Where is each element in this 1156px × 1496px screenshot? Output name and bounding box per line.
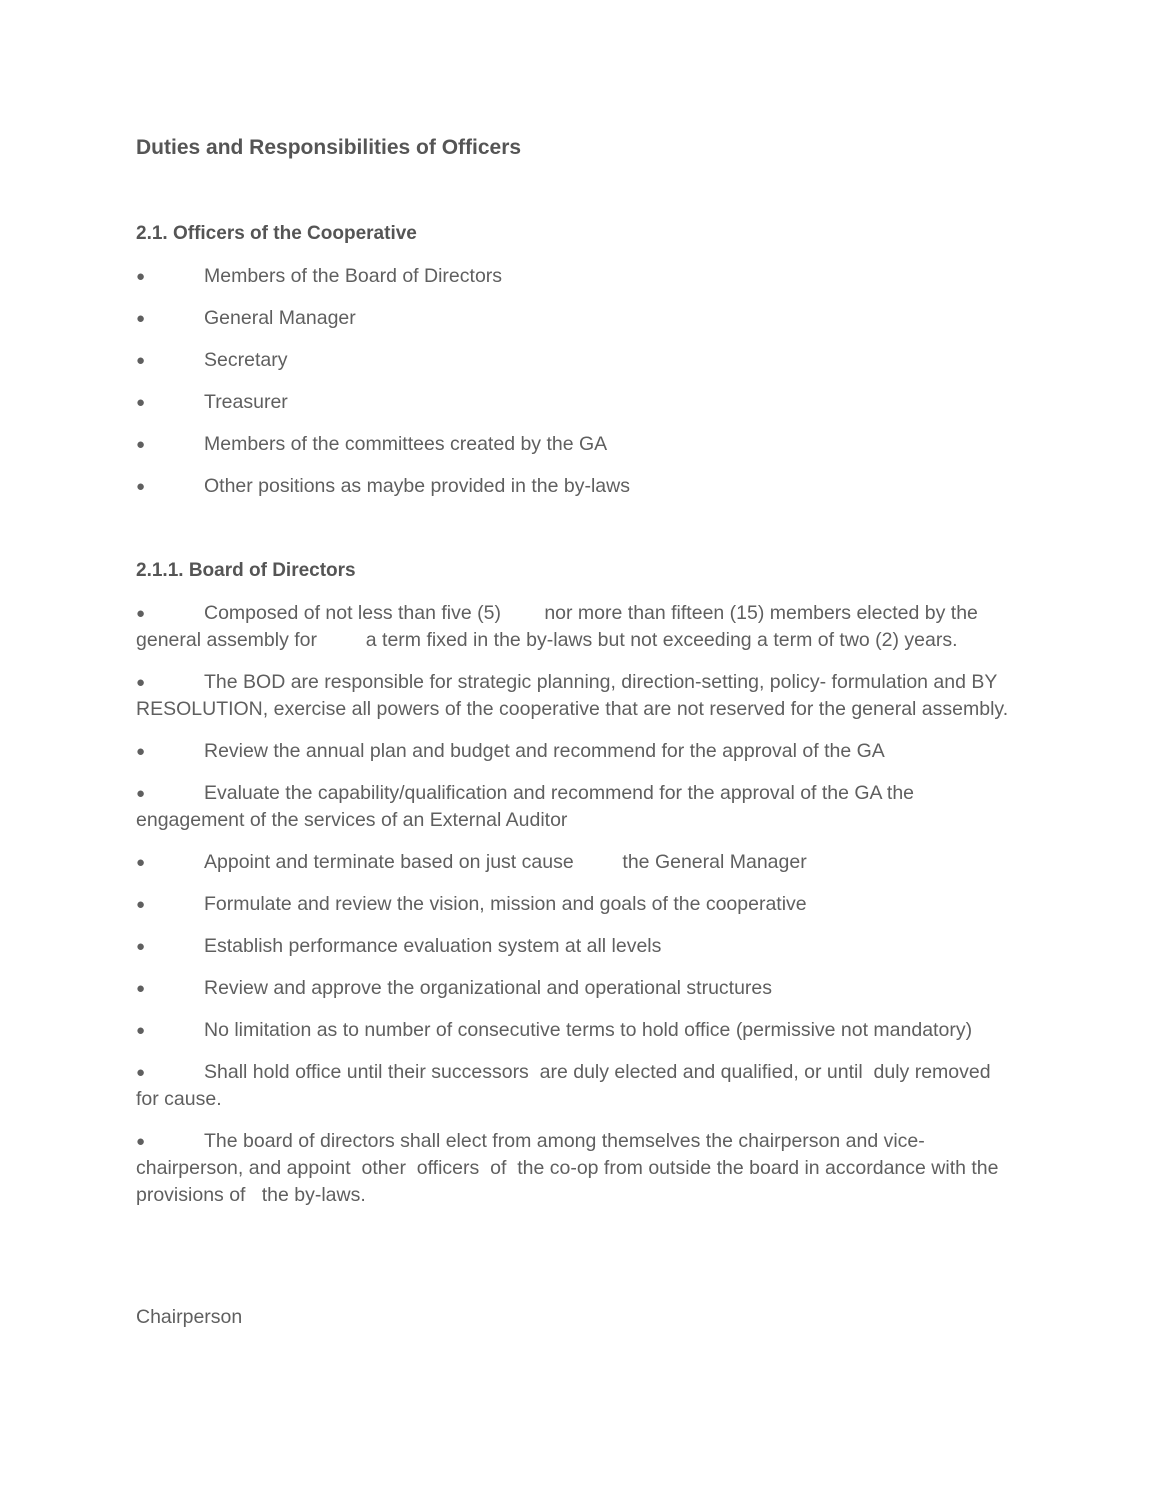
list-item: ● Review the annual plan and budget and recommend for the approval of the GA [136,738,1026,765]
bullet-icon: ● [136,1133,146,1150]
list-item: ● Review and approve the organizational and operational structures [136,975,1026,1002]
list-item: ● General Manager [136,305,1026,332]
bullet-icon: ● [136,980,146,997]
list-item: ● Evaluate the capability/qualification and recommend for the approval of the GA the engagement of the services of an External Auditor [136,782,915,831]
list-item: ● Formulate and review the vision, mission and goals of the cooperative [136,891,1026,918]
bullet-icon: ● [136,785,146,802]
bullet-icon: ● [136,896,146,913]
board-duties-list [136,600,1029,1224]
bullet-icon: ● [136,268,146,285]
list-item: ● Establish performance evaluation system at all levels [136,933,1026,960]
list-item: ● No limitation as to number of consecutive terms to hold office (permissive not mandatory) [136,1017,1026,1044]
chairperson-label: Chairperson [136,1306,243,1328]
bullet-icon: ● [136,436,146,453]
list-item: ● Shall hold office until their successors are duly elected and qualified, or until duly removed for cause. [136,1061,1029,1110]
list-item: ● Other positions as maybe provided in the by-laws [136,473,1026,500]
section-heading-officers: 2.1. Officers of the Cooperative [136,223,417,244]
bullet-icon: ● [136,478,146,495]
page-title: Duties and Responsibilities of Officers [136,136,522,159]
bullet-icon: ● [136,1064,146,1081]
bullet-icon: ● [136,854,146,871]
bullet-icon: ● [136,352,146,369]
list-item: ● Treasurer [136,389,1026,416]
bullet-icon: ● [136,394,146,411]
bullet-icon: ● [136,743,146,760]
bullet-icon: ● [136,1022,146,1039]
section-heading-board: 2.1.1. Board of Directors [136,560,356,581]
list-item: ● The BOD are responsible for strategic planning, direction-setting, policy- formulation and BY RESOLUTION, exercise all powers of the cooperative that are not reserved for the general assembly. [136,671,1009,720]
list-item: ● Appoint and terminate based on just cause the General Manager [136,849,1026,876]
bullet-icon: ● [136,674,146,691]
list-item: ● Composed of not less than five (5) nor more than fifteen (15) members elected by the general assembly for a term fixed in the by-laws but not exceeding a term of two (2) years. [136,602,984,651]
bullet-icon: ● [136,310,146,327]
list-item: ● Secretary [136,347,1026,374]
officers-list [136,263,1026,515]
bullet-icon: ● [136,605,146,622]
list-item: ● The board of directors shall elect from among themselves the chairperson and vice-chairperson, and appoint other officers of the co-op from outside the board in accordance with the provisions of the by-laws. [136,1130,1004,1206]
list-item: ● Members of the Board of Directors [136,263,1026,290]
bullet-icon: ● [136,938,146,955]
list-item: ● Members of the committees created by the GA [136,431,1026,458]
